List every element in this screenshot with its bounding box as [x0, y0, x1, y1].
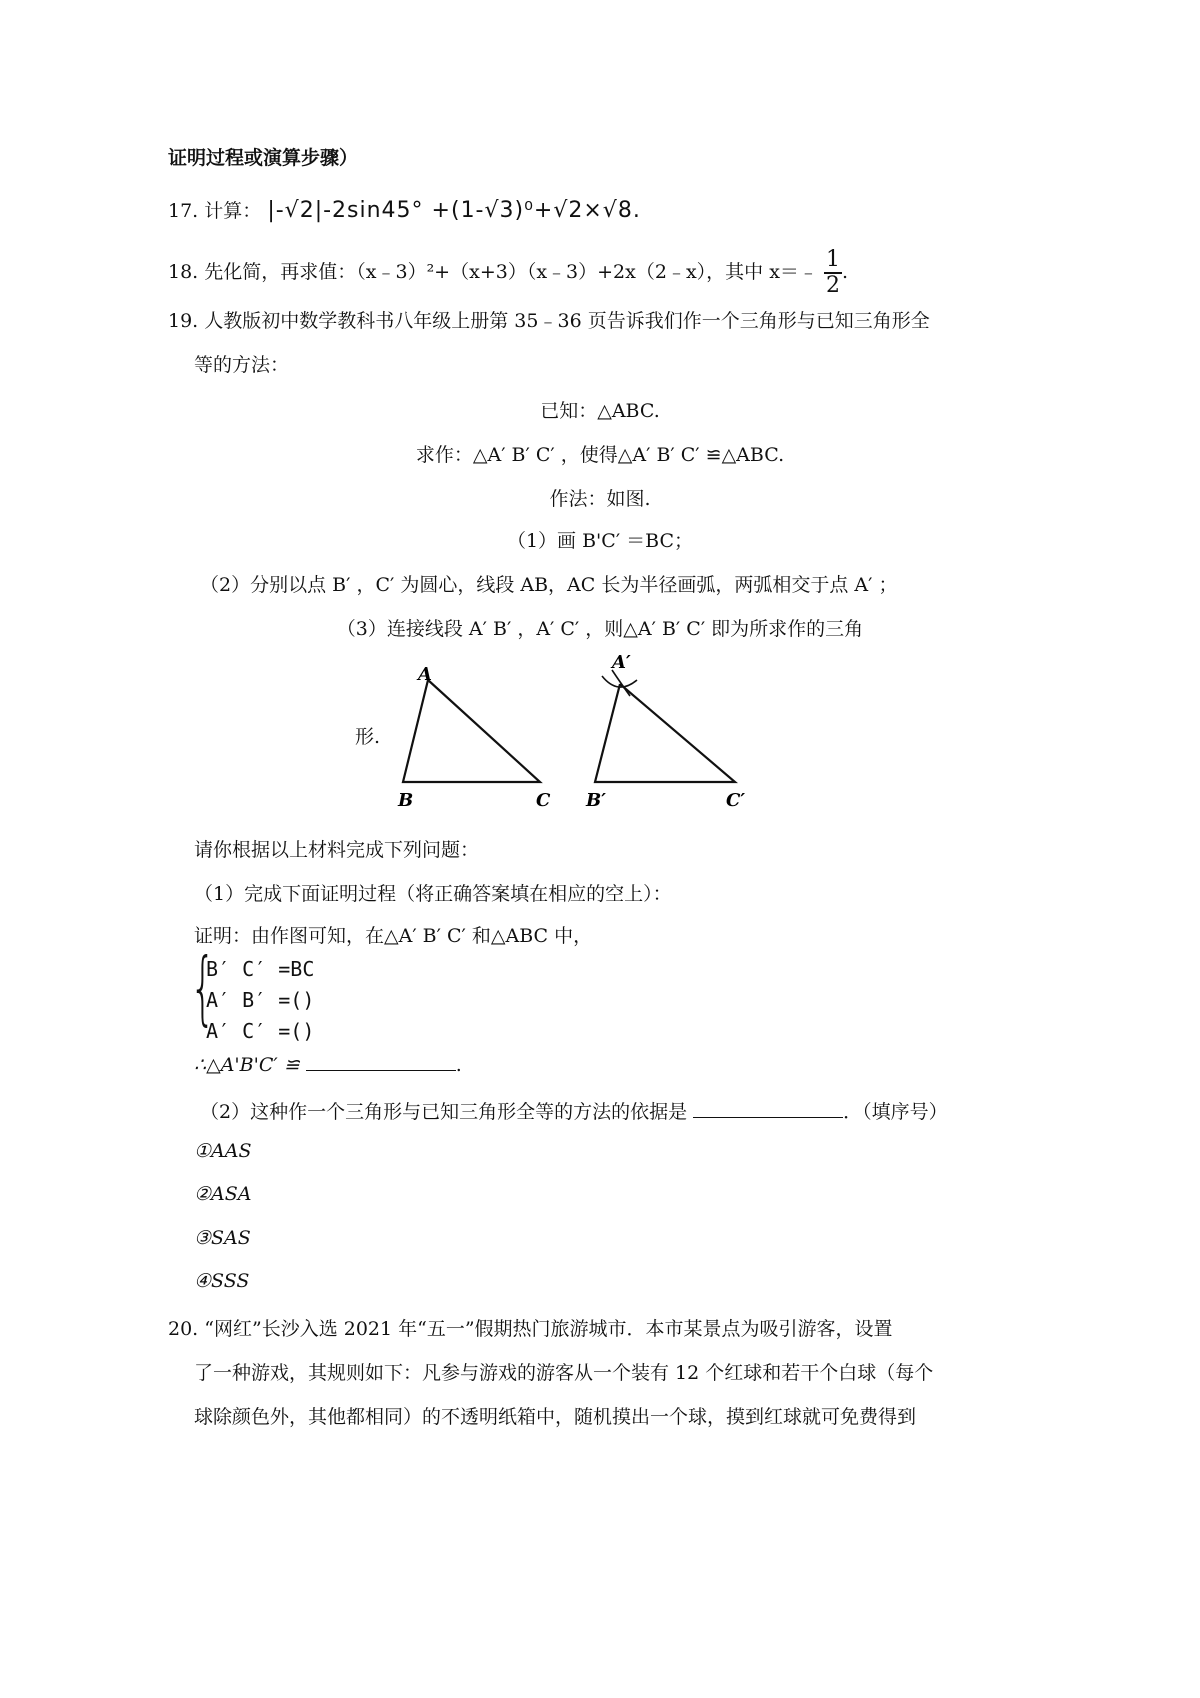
part-2-text: （2）这种作一个三角形与已知三角形全等的方法的依据是 [200, 1101, 688, 1123]
proof-system [206, 954, 314, 1047]
fraction-numerator: 1 [825, 247, 840, 272]
step-2: （2）分别以点 B′ ，C′ 为圆心，线段 AB，AC 长为半径画弧，两弧相交于点 A′ ； [200, 574, 898, 596]
question-20-line2: 了一种游戏，其规则如下：凡参与游戏的游客从一个装有 12 个红球和若干个白球（每个 [194, 1362, 934, 1384]
question-number: 19. [168, 310, 199, 332]
vertex-label-a: A [418, 664, 432, 685]
triangle-construction-figure [390, 650, 790, 810]
triangle-abc-outline [403, 680, 540, 782]
triangle-a-prime-b-prime-c-prime [585, 652, 745, 810]
option-3: ③SAS [194, 1227, 251, 1249]
system-line-3: A′ C′ =() [206, 1019, 315, 1043]
vertex-label-c: C [536, 790, 551, 810]
question-text: 人教版初中数学教科书八年级上册第 35﹣36 页告诉我们作一个三角形与已知三角形全 [204, 310, 930, 332]
part-2 [200, 1097, 948, 1124]
question-19-line2: 等的方法： [194, 354, 290, 376]
system-line-1: B′ C′ =BC [206, 957, 315, 981]
fraction-one-half [824, 248, 842, 298]
question-20-line1 [168, 1314, 893, 1341]
step-3-tail: 形. [355, 726, 381, 748]
question-number: 17. [168, 200, 199, 222]
option-4: ④SSS [194, 1270, 250, 1292]
left-brace-icon: { [190, 941, 216, 1034]
vertex-label-a-prime: A′ [612, 652, 631, 673]
part-2-end: ．（填序号） [843, 1101, 948, 1123]
vertex-label-b: B [398, 790, 414, 810]
conclusion-end: . [455, 1054, 462, 1076]
answer-blank-1[interactable] [306, 1052, 456, 1071]
question-label: 计算： [204, 200, 262, 222]
question-number: 18. [168, 261, 199, 283]
step-1: （1）画 B'C′ ＝BC； [506, 530, 694, 552]
conclusion-text: ∴△A'B'C′ ≌ [194, 1054, 300, 1076]
question-20-line3: 球除颜色外，其他都相同）的不透明纸箱中，随机摸出一个球，摸到红球就可免费得到 [194, 1406, 917, 1428]
step-3: （3）连接线段 A′ B′ ，A′ C′ ，则△A′ B′ C′ 即为所求作的三角 [336, 618, 864, 640]
method-line: 作法：如图. [549, 488, 651, 510]
vertex-label-c-prime: C′ [726, 790, 746, 810]
option-1: ①AAS [194, 1140, 252, 1162]
fraction-denominator: 2 [825, 273, 840, 298]
question-text-end: . [841, 261, 849, 283]
arc-from-c-prime [612, 670, 630, 696]
system-line-2: A′ B′ =() [206, 988, 315, 1012]
section-heading-tail: 证明过程或演算步骤） [168, 147, 359, 169]
answer-blank-2[interactable] [693, 1099, 843, 1118]
vertex-label-b-prime: B′ [586, 790, 606, 810]
find-line: 求作：△A′ B′ C′ ，使得△A′ B′ C′ ≌△ABC. [415, 444, 785, 466]
question-text: “网红”长沙入选 2021 年“五一”假期热门旅游城市．本市某景点为吸引游客，设置 [204, 1318, 893, 1340]
question-18 [168, 248, 848, 298]
proof-intro: 证明：由作图可知，在△A′ B′ C′ 和△ABC 中， [194, 925, 593, 947]
formula-17: |-√2|-2sin45° +(1-√3)⁰+√2×√8. [267, 198, 641, 223]
part-1: （1）完成下面证明过程（将正确答案填在相应的空上）： [194, 883, 672, 905]
question-17 [168, 196, 641, 223]
option-2: ②ASA [194, 1183, 252, 1205]
triangle-prime-outline [595, 684, 735, 782]
conclusion [194, 1052, 462, 1076]
instruction: 请你根据以上材料完成下列问题： [194, 839, 480, 861]
question-number: 20. [168, 1318, 199, 1340]
known-line: 已知：△ABC. [540, 400, 660, 422]
triangle-abc [397, 664, 551, 810]
question-19-line1 [168, 306, 930, 333]
question-text: 先化简，再求值：（x﹣3）²+（x+3）（x﹣3）+2x（2﹣x），其中 x＝﹣ [204, 261, 818, 283]
